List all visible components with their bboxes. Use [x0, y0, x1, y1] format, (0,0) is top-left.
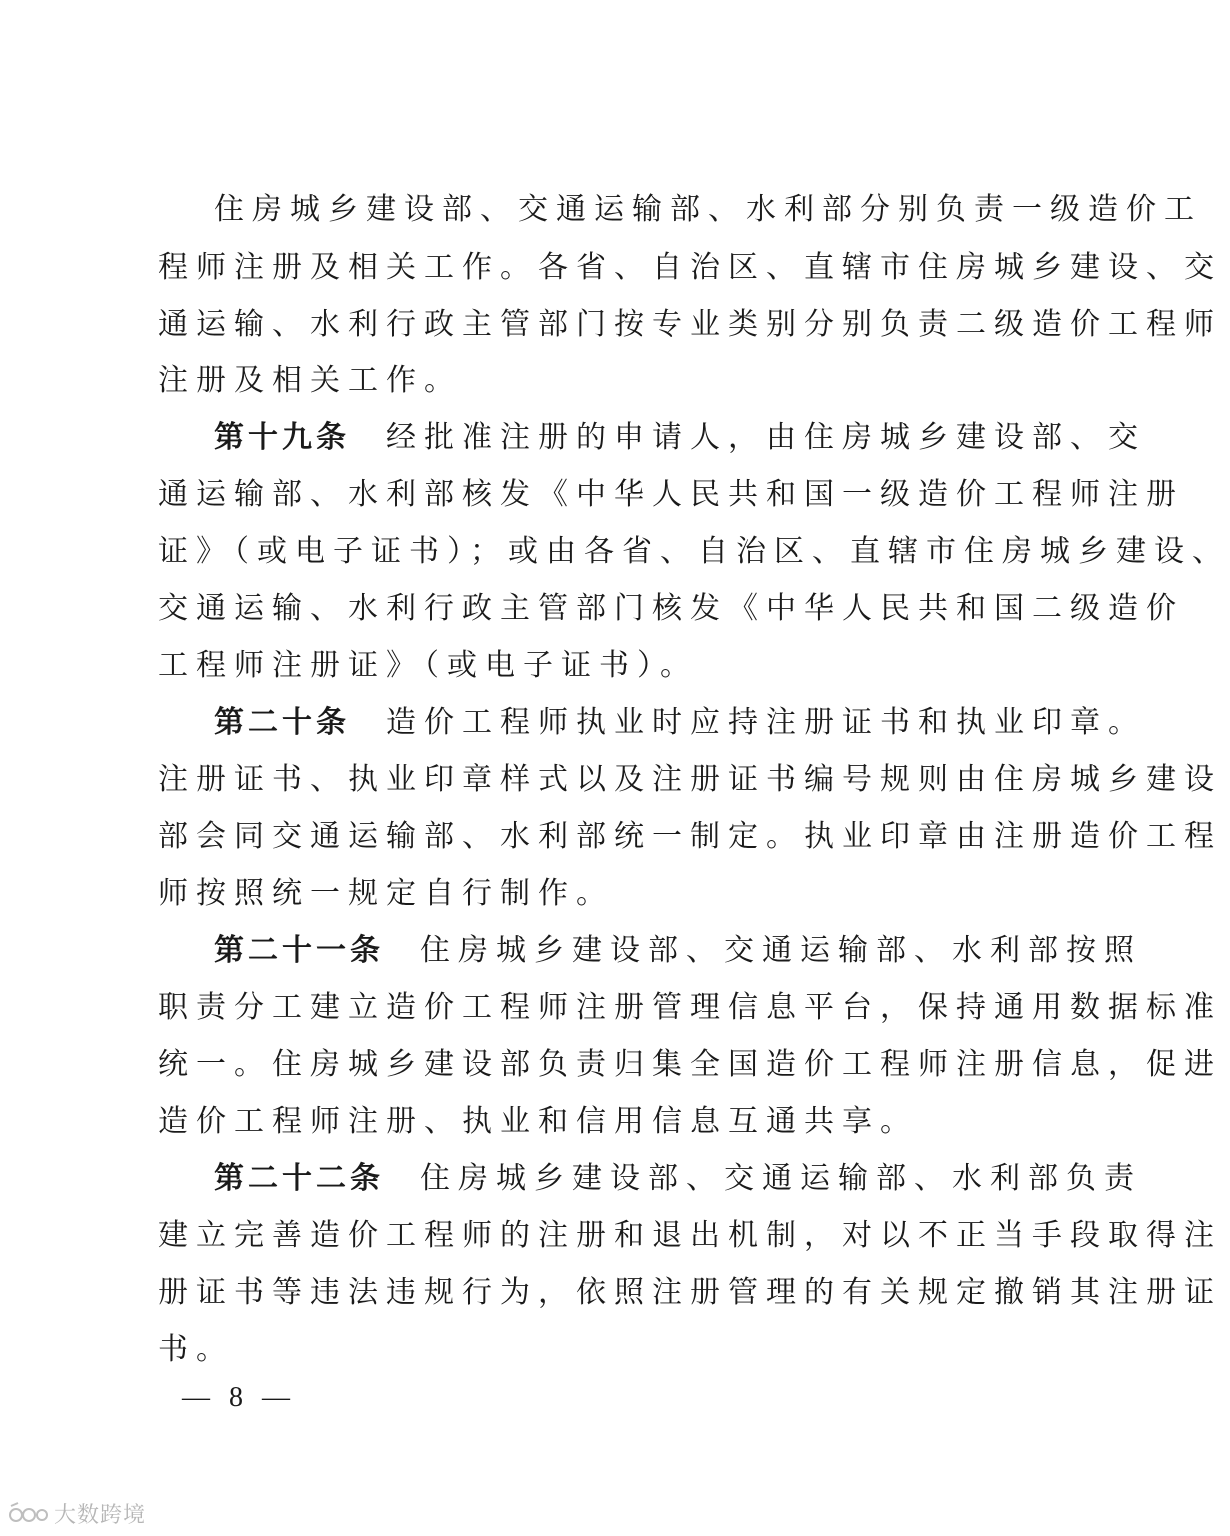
watermark-logo-icon [8, 1500, 48, 1526]
body-text-line: 工程师注册证》（或电子证书）。 [158, 648, 698, 683]
article-number: 第二十二条 [214, 1161, 384, 1196]
body-text: 住房城乡建设部、交通运输部、水利部按照 [420, 933, 1142, 968]
body-text-line: 注册证书、执业印章样式以及注册证书编号规则由住房城乡建设 [158, 762, 1222, 797]
body-text-line: 统一。住房城乡建设部负责归集全国造价工程师注册信息，促进 [158, 1047, 1222, 1082]
body-text-line: 部会同交通运输部、水利部统一制定。执业印章由注册造价工程 [158, 819, 1222, 854]
body-text: 经批准注册的申请人，由住房城乡建设部、交 [386, 420, 1146, 455]
body-text-line: 师按照统一规定自行制作。 [158, 876, 614, 911]
body-text: 住房城乡建设部、交通运输部、水利部负责 [420, 1161, 1142, 1196]
article-number: 第十九条 [214, 420, 350, 455]
watermark-text: 大数跨境 [54, 1502, 147, 1528]
body-text-line: 通运输部、水利部核发《中华人民共和国一级造价工程师注册 [158, 477, 1184, 512]
body-text-line: 程师注册及相关工作。各省、自治区、直辖市住房城乡建设、交 [158, 250, 1222, 285]
body-text-line: 注册及相关工作。 [158, 363, 462, 398]
article-19-first-line [214, 418, 1146, 458]
watermark [8, 1496, 146, 1530]
body-text-line: 书。 [158, 1332, 234, 1367]
body-text-line: 通运输、水利行政主管部门按专业类别分别负责二级造价工程师 [158, 307, 1222, 342]
body-text-line: 职责分工建立造价工程师注册管理信息平台，保持通用数据标准 [158, 990, 1222, 1025]
article-20-first-line [214, 703, 1146, 743]
article-21-first-line [214, 931, 1142, 971]
article-22-first-line [214, 1159, 1142, 1199]
page-number: — 8 — [182, 1382, 296, 1413]
body-text-line: 住房城乡建设部、交通运输部、水利部分别负责一级造价工 [214, 192, 1202, 227]
body-text-line: 造价工程师注册、执业和信用信息互通共享。 [158, 1104, 918, 1139]
article-number: 第二十条 [214, 705, 350, 740]
body-text-line: 交通运输、水利行政主管部门核发《中华人民共和国二级造价 [158, 591, 1184, 626]
body-text: 造价工程师执业时应持注册证书和执业印章。 [386, 705, 1146, 740]
body-text-line: 证》（或电子证书）；或由各省、自治区、直辖市住房城乡建设、 [158, 534, 1230, 569]
article-number: 第二十一条 [214, 933, 384, 968]
body-text-line: 建立完善造价工程师的注册和退出机制，对以不正当手段取得注 [158, 1218, 1222, 1253]
body-text-line: 册证书等违法违规行为，依照注册管理的有关规定撤销其注册证 [158, 1275, 1222, 1310]
